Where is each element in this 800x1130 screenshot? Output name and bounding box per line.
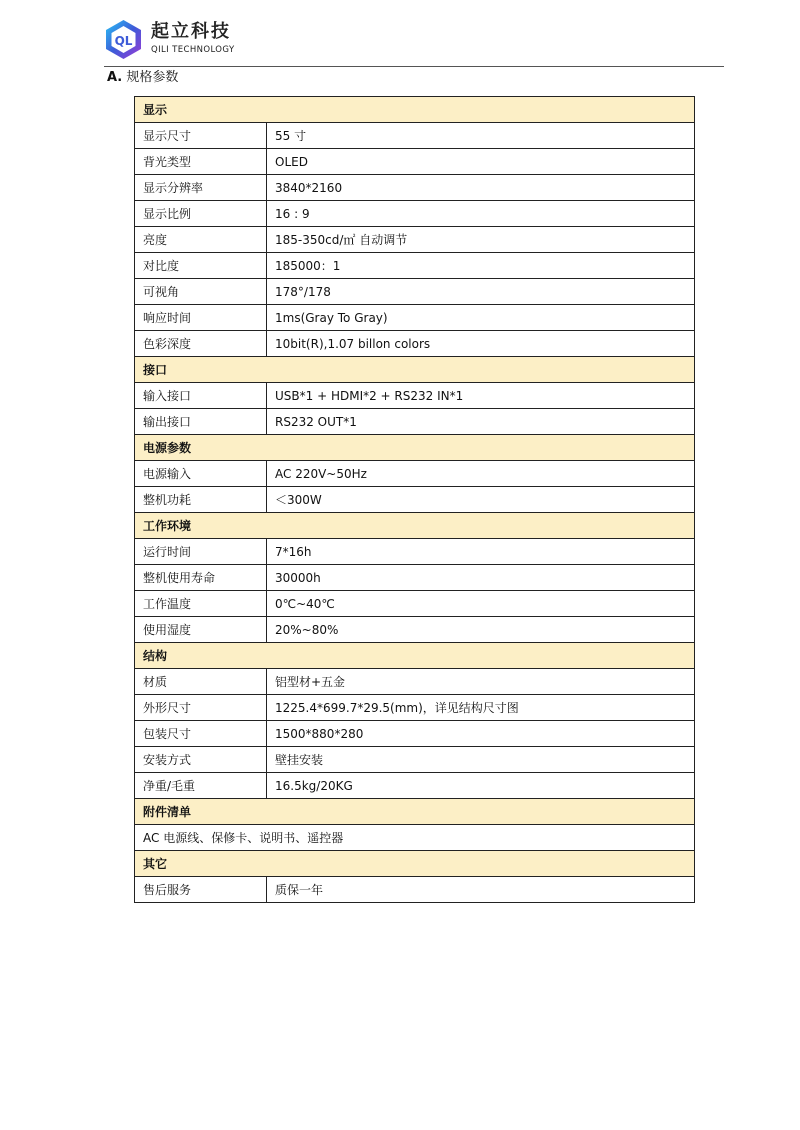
header-divider — [104, 66, 724, 67]
category-row — [135, 799, 695, 825]
spec-name: 材质 — [135, 669, 267, 695]
page-header — [0, 0, 800, 70]
table-row — [135, 227, 695, 253]
logo-text: QL — [114, 34, 133, 48]
brand-name-en: QILI TECHNOLOGY — [151, 45, 235, 55]
spec-value: USB*1 + HDMI*2 + RS232 IN*1 — [267, 383, 695, 409]
table-row — [135, 877, 695, 903]
spec-name: 安装方式 — [135, 747, 267, 773]
spec-name: 色彩深度 — [135, 331, 267, 357]
section-title-text: 规格参数 — [126, 70, 179, 85]
spec-name: 使用湿度 — [135, 617, 267, 643]
table-row — [135, 721, 695, 747]
spec-value: 185-350cd/㎡ 自动调节 — [267, 227, 695, 253]
spec-value: OLED — [267, 149, 695, 175]
spec-name: 显示分辨率 — [135, 175, 267, 201]
spec-name: 对比度 — [135, 253, 267, 279]
table-row — [135, 539, 695, 565]
category-title: 附件清单 — [135, 799, 695, 825]
spec-name: 输出接口 — [135, 409, 267, 435]
spec-value: ＜300W — [267, 487, 695, 513]
spec-name: 响应时间 — [135, 305, 267, 331]
table-row — [135, 149, 695, 175]
spec-name: 亮度 — [135, 227, 267, 253]
spec-name: 售后服务 — [135, 877, 267, 903]
table-row — [135, 253, 695, 279]
spec-value: 178°/178 — [267, 279, 695, 305]
spec-value: 185000：1 — [267, 253, 695, 279]
category-title: 电源参数 — [135, 435, 695, 461]
spec-value: AC 220V~50Hz — [267, 461, 695, 487]
table-row — [135, 617, 695, 643]
table-row — [135, 331, 695, 357]
table-row — [135, 565, 695, 591]
category-title: 结构 — [135, 643, 695, 669]
spec-name: 背光类型 — [135, 149, 267, 175]
spec-name: 可视角 — [135, 279, 267, 305]
table-row — [135, 279, 695, 305]
table-row — [135, 747, 695, 773]
spec-value: 0℃~40℃ — [267, 591, 695, 617]
spec-table — [134, 96, 695, 903]
spec-value: 壁挂安装 — [267, 747, 695, 773]
category-title: 其它 — [135, 851, 695, 877]
spec-value: 1500*880*280 — [267, 721, 695, 747]
spec-value: 3840*2160 — [267, 175, 695, 201]
full-row-value: AC 电源线、保修卡、说明书、遥控器 — [135, 825, 695, 851]
category-row — [135, 513, 695, 539]
category-title: 接口 — [135, 357, 695, 383]
table-row — [135, 487, 695, 513]
category-title: 显示 — [135, 97, 695, 123]
spec-name: 输入接口 — [135, 383, 267, 409]
category-row — [135, 435, 695, 461]
spec-value: RS232 OUT*1 — [267, 409, 695, 435]
table-row — [135, 409, 695, 435]
spec-name: 显示比例 — [135, 201, 267, 227]
spec-name: 整机使用寿命 — [135, 565, 267, 591]
brand-name-cn: 起立科技 — [151, 21, 231, 42]
spec-value: 质保一年 — [267, 877, 695, 903]
spec-name: 显示尺寸 — [135, 123, 267, 149]
spec-value: 铝型材+五金 — [267, 669, 695, 695]
spec-value: 55 寸 — [267, 123, 695, 149]
spec-value: 16.5kg/20KG — [267, 773, 695, 799]
category-row — [135, 851, 695, 877]
category-row — [135, 643, 695, 669]
spec-name: 工作温度 — [135, 591, 267, 617]
spec-value: 1ms(Gray To Gray) — [267, 305, 695, 331]
table-row — [135, 305, 695, 331]
spec-name: 整机功耗 — [135, 487, 267, 513]
table-row — [135, 773, 695, 799]
spec-name: 净重/毛重 — [135, 773, 267, 799]
spec-value: 16 : 9 — [267, 201, 695, 227]
table-row — [135, 669, 695, 695]
table-row — [135, 591, 695, 617]
table-row — [135, 201, 695, 227]
category-row — [135, 97, 695, 123]
table-row — [135, 825, 695, 851]
spec-name: 外形尺寸 — [135, 695, 267, 721]
section-title — [107, 69, 178, 87]
spec-name: 包装尺寸 — [135, 721, 267, 747]
spec-value: 20%~80% — [267, 617, 695, 643]
spec-value: 30000h — [267, 565, 695, 591]
table-row — [135, 461, 695, 487]
table-row — [135, 383, 695, 409]
table-row — [135, 175, 695, 201]
section-label: A. — [107, 70, 123, 85]
table-row — [135, 123, 695, 149]
table-row — [135, 695, 695, 721]
spec-value: 7*16h — [267, 539, 695, 565]
spec-name: 电源输入 — [135, 461, 267, 487]
category-title: 工作环境 — [135, 513, 695, 539]
spec-name: 运行时间 — [135, 539, 267, 565]
logo-icon — [103, 19, 144, 60]
category-row — [135, 357, 695, 383]
spec-value: 10bit(R),1.07 billon colors — [267, 331, 695, 357]
spec-value: 1225.4*699.7*29.5(mm)，详见结构尺寸图 — [267, 695, 695, 721]
